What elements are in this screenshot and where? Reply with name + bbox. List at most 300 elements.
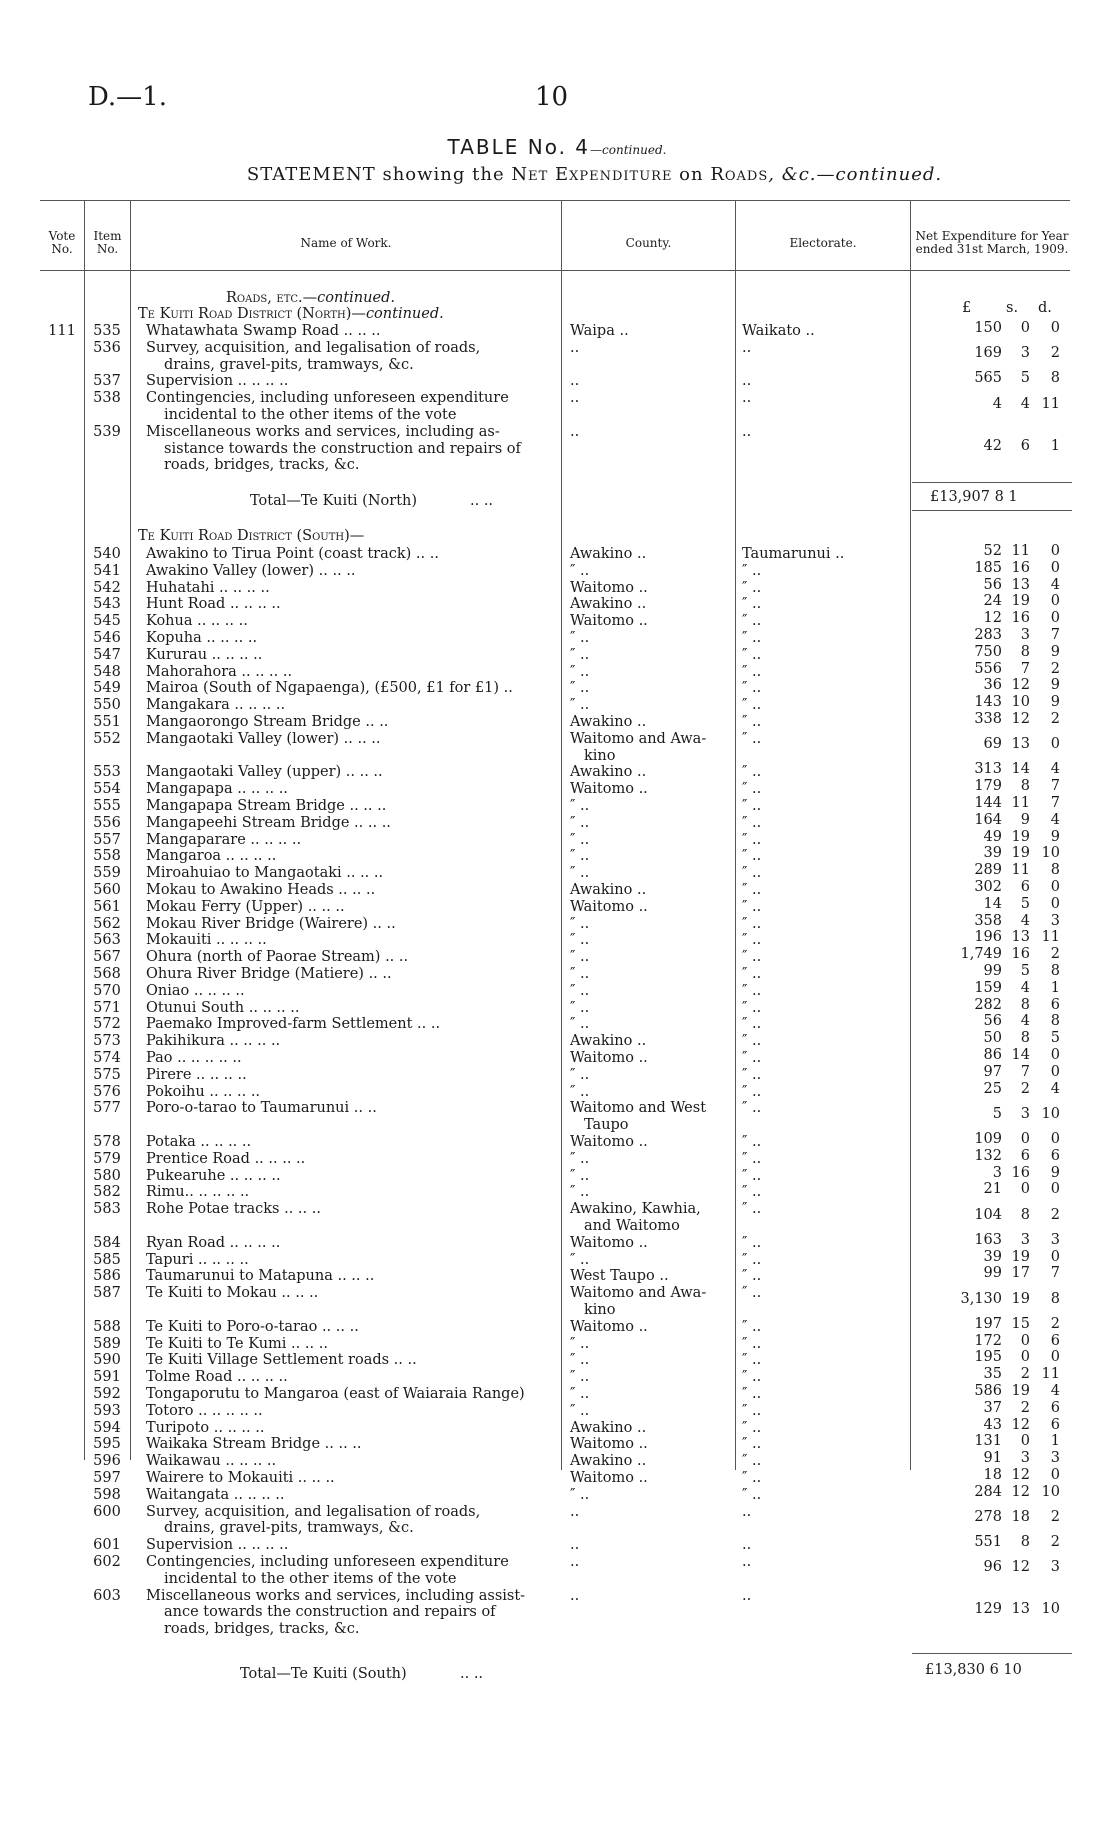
item-number: 589 <box>93 1335 121 1352</box>
amount-shillings: 6 <box>1020 1147 1030 1164</box>
table-row <box>0 811 1114 832</box>
amount-shillings: 4 <box>1020 1013 1030 1030</box>
item-number: 576 <box>93 1083 121 1100</box>
electorate-name: ″ .. <box>742 1234 762 1251</box>
electorate-name: ″ .. <box>742 730 762 747</box>
amount-pence: 7 <box>1050 778 1060 795</box>
table-row <box>0 1285 1114 1319</box>
amount-pounds: 4 <box>992 395 1002 412</box>
item-number: 547 <box>93 646 121 663</box>
table-row <box>0 845 1114 865</box>
item-number: 588 <box>93 1318 121 1335</box>
item-number: 601 <box>93 1537 121 1554</box>
county-name: .. <box>570 1554 580 1570</box>
amount-pounds: 49 <box>983 828 1002 845</box>
table-row <box>0 879 1114 899</box>
work-name: Mangakara .. .. .. .. <box>146 697 286 714</box>
amount-pounds: 37 <box>983 1399 1002 1416</box>
amount-pounds: 289 <box>974 862 1002 879</box>
item-number: 552 <box>93 730 121 747</box>
electorate-name: ″ .. <box>742 596 762 613</box>
south-total-dots: .. .. <box>460 1666 484 1682</box>
table-row <box>0 610 1114 630</box>
currency-pounds: £ <box>962 300 972 316</box>
table-row <box>0 1534 1114 1554</box>
electorate-name: ″ .. <box>742 865 762 882</box>
item-number: 559 <box>93 865 121 882</box>
header-item-no: Item No. <box>93 229 122 256</box>
amount-shillings: 15 <box>1011 1315 1030 1332</box>
electorate-name: ″ .. <box>742 982 762 999</box>
amount-pounds: 52 <box>983 543 1002 559</box>
electorate-name: ″ .. <box>742 1016 762 1033</box>
amount-shillings: 7 <box>1020 1063 1030 1080</box>
amount-pence: 1 <box>1050 1433 1060 1450</box>
electorate-name: ″ .. <box>742 1486 762 1503</box>
amount-pence: 7 <box>1050 1265 1060 1282</box>
amount-shillings: 13 <box>1011 1601 1030 1618</box>
table-row <box>0 963 1114 983</box>
electorate-name: ″ .. <box>742 1100 762 1117</box>
amount-pounds: 358 <box>974 912 1002 929</box>
amount-pence: 4 <box>1050 576 1060 593</box>
amount-pence: 9 <box>1050 1164 1060 1181</box>
county-name: Awakino .. <box>570 1453 647 1470</box>
amount-shillings: 14 <box>1011 761 1030 778</box>
item-number: 600 <box>93 1503 121 1520</box>
work-name: Rohe Potae tracks .. .. .. <box>146 1201 321 1218</box>
table-row <box>0 711 1114 731</box>
item-number: 551 <box>93 714 121 730</box>
amount-pence: 0 <box>1050 559 1060 576</box>
table-row <box>0 1504 1114 1538</box>
north-district-heading-text: Te Kuiti Road District (North)— <box>138 306 366 322</box>
header-name-of-work: Name of Work. <box>300 235 392 250</box>
amount-pounds: 313 <box>974 761 1002 778</box>
amount-pence: 4 <box>1050 1080 1060 1097</box>
county-name: Waitomo and Awa- <box>570 1285 707 1302</box>
amount-pence: 3 <box>1050 1559 1060 1576</box>
amount-shillings: 3 <box>1020 1105 1030 1122</box>
amount-shillings: 13 <box>1011 929 1030 946</box>
amount-pounds: 284 <box>974 1483 1002 1500</box>
table-row <box>0 828 1114 849</box>
item-number: 567 <box>93 949 121 966</box>
amount-shillings: 13 <box>1011 576 1030 593</box>
county-name: ″ .. <box>570 630 590 646</box>
electorate-name: ″ .. <box>742 630 762 646</box>
electorate-name: ″ .. <box>742 1318 762 1335</box>
work-name: Mangapeehi Stream Bridge .. .. .. <box>146 814 391 831</box>
amount-pounds: 39 <box>983 845 1002 862</box>
amount-shillings: 8 <box>1020 1534 1030 1551</box>
amount-pence: 10 <box>1041 1601 1060 1618</box>
county-name: Awakino .. <box>570 1419 647 1436</box>
electorate-name: ″ .. <box>742 663 762 680</box>
amount-shillings: 0 <box>1020 1181 1030 1198</box>
table-row <box>0 996 1114 1017</box>
amount-pounds: 1,749 <box>960 946 1002 963</box>
north-district-heading-continued: continued. <box>365 306 444 322</box>
currency-shillings: s. <box>1006 300 1019 316</box>
electorate-name: ″ .. <box>742 966 762 982</box>
electorate-name: ″ .. <box>742 1402 762 1419</box>
amount-pence: 11 <box>1041 1366 1060 1383</box>
table-row <box>0 627 1114 647</box>
amount-pounds: 159 <box>974 979 1002 996</box>
table-row <box>0 1416 1114 1437</box>
item-number: 597 <box>93 1470 121 1486</box>
work-name: Hunt Road .. .. .. .. <box>146 596 281 613</box>
amount-pounds: 556 <box>974 660 1002 677</box>
amount-shillings: 10 <box>1011 694 1030 711</box>
amount-pounds: 104 <box>974 1206 1002 1223</box>
statement-suffix: , &c.—continued. <box>768 164 943 185</box>
page-number: 10 <box>535 82 569 112</box>
work-name: Tongaporutu to Mangaroa (east of Waiaraia Range) <box>146 1386 525 1402</box>
work-name: Miroahuiao to Mangaotaki .. .. .. <box>146 865 384 882</box>
amount-shillings: 9 <box>1020 811 1030 828</box>
county-name: Awakino .. <box>570 714 647 730</box>
electorate-name: ″ .. <box>742 1419 762 1436</box>
county-name: Waitomo .. <box>570 613 648 630</box>
work-name: Taumarunui to Matapuna .. .. .. <box>146 1268 375 1285</box>
amount-shillings: 12 <box>1011 1483 1030 1500</box>
amount-pounds: 24 <box>983 593 1002 610</box>
work-name: Tapuri .. .. .. .. <box>146 1251 249 1268</box>
county-name: ″ .. <box>570 1167 590 1184</box>
county-name: ″ .. <box>570 1402 590 1419</box>
amount-shillings: 16 <box>1011 559 1030 576</box>
electorate-name: ″ .. <box>742 562 762 579</box>
work-name: Pao .. .. .. .. .. <box>146 1050 242 1066</box>
amount-pence: 6 <box>1050 1332 1060 1349</box>
amount-pence: 0 <box>1050 543 1060 559</box>
work-name: Kururau .. .. .. .. <box>146 646 263 663</box>
work-name: Pirere .. .. .. .. <box>146 1066 247 1083</box>
table-title-text: TABLE No. 4 <box>447 135 591 159</box>
table-row <box>0 1315 1114 1336</box>
amount-pounds: 25 <box>983 1080 1002 1097</box>
work-name: Mokau Ferry (Upper) .. .. .. <box>146 898 345 915</box>
work-name: Kopuha .. .. .. .. <box>146 630 258 646</box>
county-name: ″ .. <box>570 865 590 882</box>
work-name: Potaka .. .. .. .. <box>146 1134 252 1150</box>
table-row <box>0 543 1114 563</box>
amount-pence: 6 <box>1050 996 1060 1013</box>
electorate-name: ″ .. <box>742 1066 762 1083</box>
amount-pounds: 283 <box>974 627 1002 643</box>
county-name: ″ .. <box>570 848 590 865</box>
item-number: 573 <box>93 1033 121 1050</box>
item-number: 550 <box>93 697 121 714</box>
amount-shillings: 12 <box>1011 677 1030 694</box>
amount-shillings: 3 <box>1020 1450 1030 1467</box>
amount-pence: 3 <box>1050 1450 1060 1467</box>
work-name: Paemako Improved-farm Settlement .. .. <box>146 1016 441 1033</box>
item-number: 541 <box>93 562 121 579</box>
amount-pounds: 36 <box>983 677 1002 694</box>
amount-pence: 2 <box>1050 711 1060 727</box>
amount-shillings: 19 <box>1011 593 1030 610</box>
amount-shillings: 12 <box>1011 1416 1030 1433</box>
electorate-name: ″ .. <box>742 1201 762 1218</box>
table-row <box>0 1030 1114 1050</box>
amount-pounds: 172 <box>974 1332 1002 1349</box>
county-name: .. <box>570 339 580 356</box>
work-name: roads, bridges, tracks, &c. <box>164 457 360 474</box>
amount-shillings: 11 <box>1011 543 1030 559</box>
amount-shillings: 5 <box>1020 963 1030 979</box>
amount-pence: 6 <box>1050 1147 1060 1164</box>
county-name: ″ .. <box>570 1352 590 1369</box>
table-row <box>0 340 1114 374</box>
work-name: Poro-o-tarao to Taumarunui .. .. <box>146 1100 377 1117</box>
amount-pounds: 143 <box>974 694 1002 711</box>
amount-shillings: 13 <box>1011 736 1030 753</box>
work-name: incidental to the other items of the vote <box>164 1570 457 1587</box>
item-number: 555 <box>93 798 121 814</box>
county-name: ″ .. <box>570 697 590 714</box>
item-number: 536 <box>93 339 121 356</box>
county-name: .. <box>570 373 580 390</box>
work-name: Mangaparare .. .. .. .. <box>146 831 302 848</box>
electorate-name: .. <box>742 390 752 407</box>
amount-pence: 4 <box>1050 1383 1060 1399</box>
amount-pence: 0 <box>1050 1131 1060 1147</box>
electorate-name: ″ .. <box>742 1150 762 1167</box>
county-name: ″ .. <box>570 932 590 949</box>
electorate-name: ″ .. <box>742 1436 762 1453</box>
county-name: Waitomo .. <box>570 1318 648 1335</box>
amount-pounds: 278 <box>974 1508 1002 1525</box>
item-number: 582 <box>93 1184 121 1201</box>
work-name: Survey, acquisition, and legalisation of roads, <box>146 1503 481 1520</box>
county-name: Waitomo and West <box>570 1100 707 1117</box>
header-vote-no: Vote No. <box>48 229 76 256</box>
header-net-expenditure: Net Expenditure for Year ended 31st March, 1909. <box>915 229 1069 256</box>
work-name: Pakihikura .. .. .. .. <box>146 1033 281 1050</box>
item-number: 540 <box>93 546 121 562</box>
electorate-name: ″ .. <box>742 1083 762 1100</box>
electorate-name: .. <box>742 373 752 390</box>
work-name: Pukearuhe .. .. .. .. <box>146 1167 281 1184</box>
amount-pence: 7 <box>1050 795 1060 811</box>
item-number: 587 <box>93 1285 121 1302</box>
amount-shillings: 8 <box>1020 1206 1030 1223</box>
table-row <box>0 694 1114 714</box>
table-row <box>0 1467 1114 1487</box>
amount-shillings: 2 <box>1020 1080 1030 1097</box>
amount-pence: 8 <box>1050 1013 1060 1030</box>
amount-pounds: 99 <box>983 963 1002 979</box>
item-number: 537 <box>93 373 121 390</box>
table-row <box>0 390 1114 424</box>
item-number: 593 <box>93 1402 121 1419</box>
south-total-label: Total—Te Kuiti (South) <box>240 1666 407 1682</box>
amount-pence: 0 <box>1050 1349 1060 1366</box>
item-number: 560 <box>93 882 121 898</box>
amount-pence: 2 <box>1050 1534 1060 1551</box>
amount-shillings: 4 <box>1020 395 1030 412</box>
table-row <box>0 895 1114 916</box>
electorate-name: ″ .. <box>742 646 762 663</box>
item-number: 557 <box>93 831 121 848</box>
work-name: Miscellaneous works and services, including as- <box>146 423 500 440</box>
north-total-amount: £13,907 8 1 <box>930 489 1018 505</box>
table-row <box>0 1080 1114 1101</box>
work-name: Mahorahora .. .. .. .. <box>146 663 293 680</box>
item-number: 561 <box>93 898 121 915</box>
table-row <box>0 795 1114 815</box>
county-name: Waitomo .. <box>570 781 648 798</box>
county-name: ″ .. <box>570 1486 590 1503</box>
work-name: Contingencies, including unforeseen expenditure <box>146 390 509 407</box>
amount-shillings: 18 <box>1011 1508 1030 1525</box>
item-number: 538 <box>93 390 121 407</box>
amount-pounds: 565 <box>974 370 1002 387</box>
work-name: Ohura River Bridge (Matiere) .. .. <box>146 966 392 982</box>
county-name: Awakino .. <box>570 596 647 613</box>
item-number: 577 <box>93 1100 121 1117</box>
north-total-dots: .. .. <box>470 493 494 509</box>
item-number: 553 <box>93 764 121 781</box>
item-number: 549 <box>93 680 121 697</box>
amount-shillings: 2 <box>1020 1399 1030 1416</box>
electorate-name: ″ .. <box>742 898 762 915</box>
work-name: Oniao .. .. .. .. <box>146 982 245 999</box>
item-number: 592 <box>93 1386 121 1402</box>
table-row <box>0 576 1114 597</box>
amount-pence: 0 <box>1050 736 1060 753</box>
county-name: ″ .. <box>570 680 590 697</box>
table-row <box>0 1399 1114 1420</box>
electorate-name: .. <box>742 1554 752 1570</box>
amount-shillings: 16 <box>1011 946 1030 963</box>
electorate-name: .. <box>742 1537 752 1554</box>
work-name: Tolme Road .. .. .. .. <box>146 1369 288 1386</box>
amount-pence: 1 <box>1050 437 1060 454</box>
item-number: 598 <box>93 1486 121 1503</box>
amount-pence: 10 <box>1041 845 1060 862</box>
county-name: ″ .. <box>570 1083 590 1100</box>
vote-number: 111 <box>48 323 76 339</box>
work-name: Pokoihu .. .. .. .. <box>146 1083 261 1100</box>
county-name: Awakino .. <box>570 882 647 898</box>
table-row <box>0 643 1114 664</box>
table-row <box>0 1201 1114 1235</box>
electorate-name: ″ .. <box>742 764 762 781</box>
work-name: Mangaroa .. .. .. .. <box>146 848 277 865</box>
county-name: ″ .. <box>570 1251 590 1268</box>
amount-pence: 9 <box>1050 828 1060 845</box>
item-number: 535 <box>93 323 121 339</box>
county-name: .. <box>570 390 580 407</box>
amount-pounds: 3,130 <box>960 1290 1002 1307</box>
county-name: ″ .. <box>570 798 590 814</box>
item-number: 548 <box>93 663 121 680</box>
amount-pence: 1 <box>1050 979 1060 996</box>
amount-pence: 0 <box>1050 1063 1060 1080</box>
amount-shillings: 8 <box>1020 643 1030 660</box>
amount-shillings: 5 <box>1020 370 1030 387</box>
item-number: 556 <box>93 814 121 831</box>
work-name: Mangapapa .. .. .. .. <box>146 781 288 798</box>
amount-pounds: 282 <box>974 996 1002 1013</box>
amount-pence: 2 <box>1050 345 1060 362</box>
item-number: 543 <box>93 596 121 613</box>
amount-pounds: 12 <box>983 610 1002 627</box>
county-name: and Waitomo <box>584 1217 680 1234</box>
amount-shillings: 3 <box>1020 345 1030 362</box>
work-name: Contingencies, including unforeseen expenditure <box>146 1554 509 1570</box>
item-number: 596 <box>93 1453 121 1470</box>
electorate-name: ″ .. <box>742 1369 762 1386</box>
county-name: ″ .. <box>570 982 590 999</box>
county-name: West Taupo .. <box>570 1268 669 1285</box>
amount-shillings: 12 <box>1011 1559 1030 1576</box>
statement-net-expenditure: Net Expenditure <box>511 164 673 185</box>
amount-pounds: 50 <box>983 1030 1002 1047</box>
work-name: Kohua .. .. .. .. <box>146 613 248 630</box>
electorate-name: ″ .. <box>742 1033 762 1050</box>
amount-shillings: 16 <box>1011 610 1030 627</box>
item-number: 568 <box>93 966 121 982</box>
work-name: Mangaorongo Stream Bridge .. .. <box>146 714 389 730</box>
county-name: ″ .. <box>570 814 590 831</box>
amount-shillings: 3 <box>1020 1231 1030 1248</box>
item-number: 584 <box>93 1234 121 1251</box>
county-name: ″ .. <box>570 646 590 663</box>
amount-shillings: 11 <box>1011 862 1030 879</box>
page-code: D.—1. <box>88 82 167 112</box>
electorate-name: ″ .. <box>742 697 762 714</box>
county-name: .. <box>570 1537 580 1554</box>
table-row <box>0 1433 1114 1453</box>
work-name: Supervision .. .. .. .. <box>146 373 289 390</box>
amount-pounds: 109 <box>974 1131 1002 1147</box>
county-name: Waipa .. <box>570 323 629 339</box>
electorate-name: ″ .. <box>742 1453 762 1470</box>
table-row <box>0 1349 1114 1369</box>
table-row <box>0 979 1114 1000</box>
south-district-heading-text: Te Kuiti Road District (South)— <box>138 528 365 544</box>
amount-pence: 0 <box>1050 1181 1060 1198</box>
work-name: Mokau to Awakino Heads .. .. .. <box>146 882 376 898</box>
county-name: Awakino .. <box>570 764 647 781</box>
county-name: Waitomo .. <box>570 1470 648 1486</box>
amount-shillings: 0 <box>1020 1131 1030 1147</box>
table-row <box>0 1554 1114 1588</box>
table-row <box>0 320 1114 340</box>
table-row <box>0 1366 1114 1386</box>
table-row <box>0 1248 1114 1269</box>
amount-pounds: 144 <box>974 795 1002 811</box>
amount-pence: 9 <box>1050 677 1060 694</box>
table-row <box>0 1231 1114 1252</box>
county-name: ″ .. <box>570 949 590 966</box>
amount-pence: 3 <box>1050 912 1060 929</box>
amount-pence: 10 <box>1041 1105 1060 1122</box>
item-number: 539 <box>93 423 121 440</box>
work-name: Te Kuiti to Mokau .. .. .. <box>146 1285 319 1302</box>
table-row <box>0 1147 1114 1168</box>
amount-pence: 2 <box>1050 946 1060 963</box>
amount-pence: 0 <box>1050 879 1060 895</box>
amount-shillings: 8 <box>1020 1030 1030 1047</box>
work-name: Te Kuiti to Poro-o-tarao .. .. .. <box>146 1318 359 1335</box>
electorate-name: ″ .. <box>742 1470 762 1486</box>
